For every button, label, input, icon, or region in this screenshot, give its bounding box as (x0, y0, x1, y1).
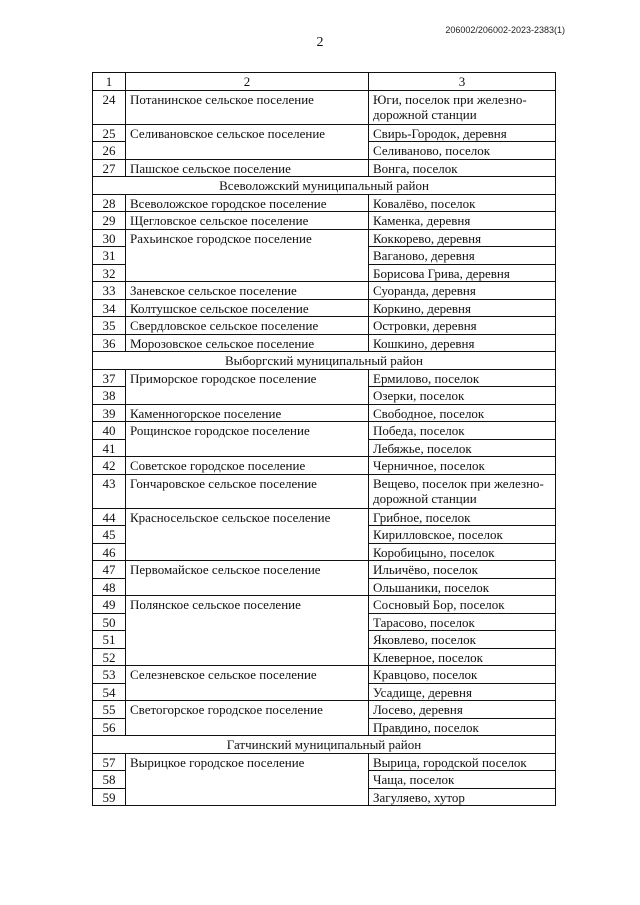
table-row (93, 334, 556, 352)
table-row (93, 561, 556, 579)
settlement-municipality: Рахьинское городское поселение (126, 229, 369, 282)
settlement-municipality: Светогорское городское поселение (126, 701, 369, 736)
locality-name: Кравцово, поселок (369, 666, 556, 684)
settlement-municipality: Заневское сельское поселение (126, 282, 369, 300)
row-number: 45 (93, 526, 126, 544)
row-number: 56 (93, 718, 126, 736)
locality-name: Усадище, деревня (369, 683, 556, 701)
locality-name: Свирь-Городок, деревня (369, 124, 556, 142)
table-row (93, 159, 556, 177)
table-row (93, 404, 556, 422)
row-number: 53 (93, 666, 126, 684)
locality-name: Борисова Грива, деревня (369, 264, 556, 282)
settlement-municipality: Свердловское сельское поселение (126, 317, 369, 335)
row-number: 57 (93, 753, 126, 771)
table-row (93, 282, 556, 300)
row-number: 33 (93, 282, 126, 300)
locality-name: Яковлево, поселок (369, 631, 556, 649)
table-row (93, 753, 556, 771)
table-row (93, 422, 556, 440)
row-number: 49 (93, 596, 126, 614)
locality-name: Суоранда, деревня (369, 282, 556, 300)
row-number: 31 (93, 247, 126, 265)
table-header-row (93, 73, 556, 91)
column-header: 1 (93, 73, 126, 91)
table-row (93, 124, 556, 142)
locality-name: Ермилово, поселок (369, 369, 556, 387)
row-number: 47 (93, 561, 126, 579)
table-row (93, 474, 556, 508)
district-row (93, 177, 556, 195)
table-row (93, 596, 556, 614)
document-number: 206002/206002-2023-2383(1) (445, 25, 565, 35)
settlements-table (92, 72, 556, 806)
district-name: Всеволожский муниципальный район (93, 177, 556, 195)
row-number: 34 (93, 299, 126, 317)
row-number: 27 (93, 159, 126, 177)
settlement-municipality: Первомайское сельское поселение (126, 561, 369, 596)
row-number: 41 (93, 439, 126, 457)
table-row (93, 194, 556, 212)
row-number: 28 (93, 194, 126, 212)
locality-name: Вонга, поселок (369, 159, 556, 177)
locality-name: Юги, поселок при железно-дорожной станции (369, 90, 556, 124)
table-row (93, 508, 556, 526)
settlement-municipality: Каменногорское поселение (126, 404, 369, 422)
row-number: 44 (93, 508, 126, 526)
settlement-municipality: Колтушское сельское поселение (126, 299, 369, 317)
table-row (93, 317, 556, 335)
row-number: 59 (93, 788, 126, 806)
settlement-municipality: Советское городское поселение (126, 457, 369, 475)
locality-name: Лосево, деревня (369, 701, 556, 719)
row-number: 32 (93, 264, 126, 282)
settlement-municipality: Приморское городское поселение (126, 369, 369, 404)
settlement-municipality: Всеволожское городское поселение (126, 194, 369, 212)
locality-name: Черничное, поселок (369, 457, 556, 475)
table-row (93, 666, 556, 684)
row-number: 52 (93, 648, 126, 666)
locality-name: Загуляево, хутор (369, 788, 556, 806)
row-number: 26 (93, 142, 126, 160)
locality-name: Победа, поселок (369, 422, 556, 440)
row-number: 55 (93, 701, 126, 719)
locality-name: Свободное, поселок (369, 404, 556, 422)
locality-name: Клеверное, поселок (369, 648, 556, 666)
settlement-municipality: Селивановское сельское поселение (126, 124, 369, 159)
locality-name: Сосновый Бор, поселок (369, 596, 556, 614)
locality-name: Правдино, поселок (369, 718, 556, 736)
row-number: 35 (93, 317, 126, 335)
district-row (93, 352, 556, 370)
locality-name: Тарасово, поселок (369, 613, 556, 631)
row-number: 37 (93, 369, 126, 387)
district-name: Гатчинский муниципальный район (93, 736, 556, 754)
settlement-municipality: Щегловское сельское поселение (126, 212, 369, 230)
locality-name: Коркино, деревня (369, 299, 556, 317)
column-header: 3 (369, 73, 556, 91)
row-number: 46 (93, 543, 126, 561)
row-number: 48 (93, 578, 126, 596)
settlement-municipality: Полянское сельское поселение (126, 596, 369, 666)
row-number: 25 (93, 124, 126, 142)
settlement-municipality: Пашское сельское поселение (126, 159, 369, 177)
locality-name: Каменка, деревня (369, 212, 556, 230)
table-row (93, 299, 556, 317)
row-number: 24 (93, 90, 126, 124)
settlement-municipality: Красносельское сельское поселение (126, 508, 369, 561)
table-row (93, 229, 556, 247)
locality-name: Ваганово, деревня (369, 247, 556, 265)
settlement-municipality: Морозовское сельское поселение (126, 334, 369, 352)
row-number: 58 (93, 771, 126, 789)
table-row (93, 457, 556, 475)
locality-name: Селиваново, поселок (369, 142, 556, 160)
settlement-municipality: Вырицкое городское поселение (126, 753, 369, 806)
column-header: 2 (126, 73, 369, 91)
settlement-municipality: Потанинское сельское поселение (126, 90, 369, 124)
district-row (93, 736, 556, 754)
row-number: 43 (93, 474, 126, 508)
locality-name: Грибное, поселок (369, 508, 556, 526)
settlement-municipality: Рощинское городское поселение (126, 422, 369, 457)
row-number: 42 (93, 457, 126, 475)
settlement-municipality: Селезневское сельское поселение (126, 666, 369, 701)
locality-name: Кошкино, деревня (369, 334, 556, 352)
table-row (93, 701, 556, 719)
row-number: 51 (93, 631, 126, 649)
row-number: 29 (93, 212, 126, 230)
locality-name: Озерки, поселок (369, 387, 556, 405)
locality-name: Вырица, городской поселок (369, 753, 556, 771)
locality-name: Ковалёво, поселок (369, 194, 556, 212)
locality-name: Коккорево, деревня (369, 229, 556, 247)
locality-name: Вещево, поселок при железно-дорожной станции (369, 474, 556, 508)
locality-name: Кирилловское, поселок (369, 526, 556, 544)
table-row (93, 369, 556, 387)
page-number: 2 (316, 35, 324, 50)
locality-name: Ольшаники, поселок (369, 578, 556, 596)
row-number: 38 (93, 387, 126, 405)
row-number: 40 (93, 422, 126, 440)
settlement-municipality: Гончаровское сельское поселение (126, 474, 369, 508)
locality-name: Лебяжье, поселок (369, 439, 556, 457)
locality-name: Ильичёво, поселок (369, 561, 556, 579)
locality-name: Чаща, поселок (369, 771, 556, 789)
row-number: 39 (93, 404, 126, 422)
table-row (93, 212, 556, 230)
district-name: Выборгский муниципальный район (93, 352, 556, 370)
locality-name: Коробицыно, поселок (369, 543, 556, 561)
row-number: 36 (93, 334, 126, 352)
table-row (93, 90, 556, 124)
locality-name: Островки, деревня (369, 317, 556, 335)
row-number: 54 (93, 683, 126, 701)
row-number: 30 (93, 229, 126, 247)
row-number: 50 (93, 613, 126, 631)
